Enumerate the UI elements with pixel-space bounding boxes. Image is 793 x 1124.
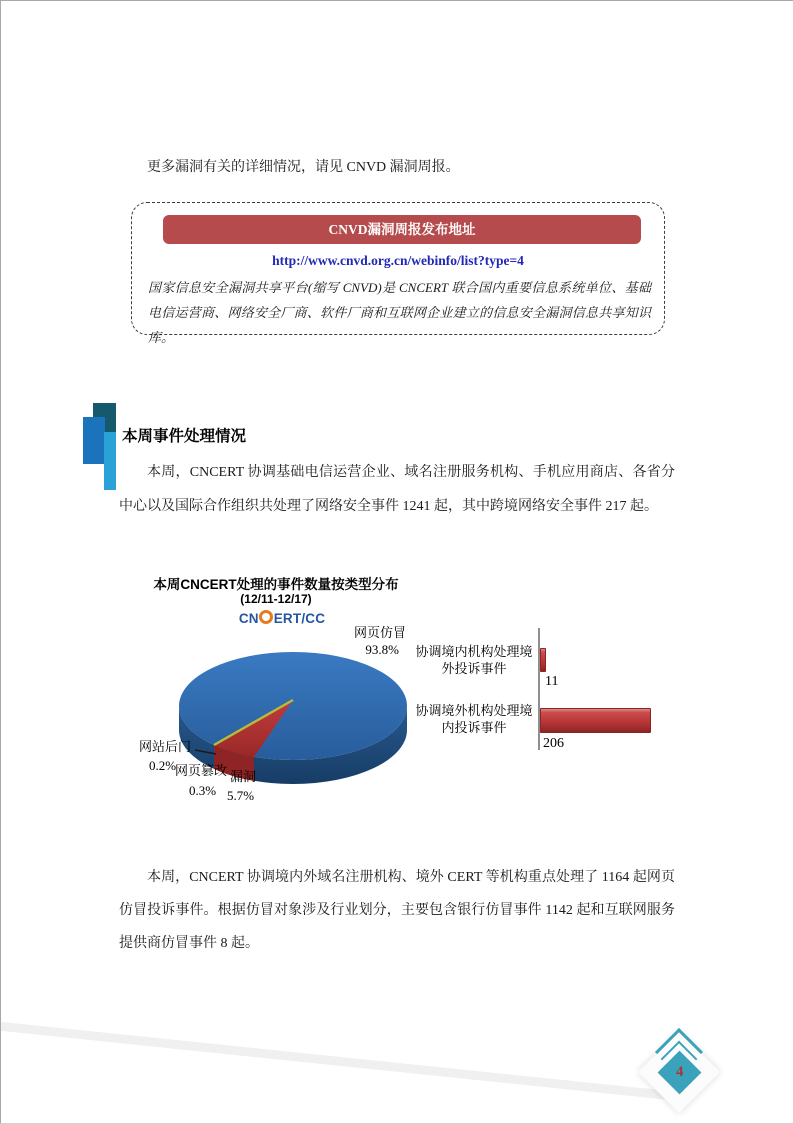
intro-text: 更多漏洞有关的详细情况，请见 CNVD 漏洞周报。 [147,160,460,175]
cnvd-link[interactable]: http://www.cnvd.org.cn/webinfo/list?type=4 [272,253,524,268]
cncert-logo-suffix: ERT/CC [273,611,326,626]
paragraph-phishing-summary: 本周，CNCERT 协调境内外域名注册机构、境外 CERT 等机构重点处理了 1164 起网页仿冒投诉事件。根据仿冒对象涉及行业划分，主要包含银行仿冒事件 1142 起和互联网服务提供商仿冒事件 8 起。 [119,870,675,951]
section-title: 本周事件处理情况 [122,428,247,445]
cncert-logo-prefix: CN [238,611,259,626]
pie-label-vulnerability: 漏洞 [230,769,257,784]
bar-overseas [540,708,651,733]
page-number: 4 [675,1064,684,1080]
pie-pct-phishing: 93.8% [365,642,399,657]
pie-pct-defacement: 0.3% [189,783,217,798]
pie-label-defacement: 网页篡改 [175,763,228,778]
pie-top-blue [179,652,407,760]
pie-label-backdoor: 网站后门 [139,739,192,754]
bar-value-domestic: 11 [545,674,559,689]
footer-diagonal-band [0,1021,665,1099]
header-accent-blue-square [83,417,105,464]
pie-label-phishing: 网页仿冒 [353,625,406,640]
paragraph-incident-summary: 本周，CNCERT 协调基础电信运营企业、域名注册服务机构、手机应用商店、各省分中心以及国际合作组织共处理了网络安全事件 1241 起，其中跨境网络安全事件 217 起。 [119,465,675,514]
chart-title: 本周CNCERT处理的事件数量按类型分布 [153,577,399,592]
bar-category-overseas: 协调境外机构处理境内投诉事件 [415,703,533,735]
bar-domestic [540,648,546,672]
cnvd-banner: CNVD漏洞周报发布地址 [163,215,641,244]
pie-pct-backdoor: 0.2% [149,758,177,773]
header-accent-light-square [104,432,116,490]
chart-subtitle: (12/11-12/17) [240,592,312,606]
bar-value-overseas: 206 [543,736,564,751]
cnvd-info-box [131,202,665,345]
cnvd-description: 国家信息安全漏洞共享平台(缩写 CNVD)是 CNCERT 联合国内重要信息系统单位、基础电信运营商、网络安全厂商、软件厂商和互联网企业建立的信息安全漏洞信息共享知识库。 [148,280,651,345]
pie-pct-vulnerability: 5.7% [227,788,255,803]
bar-category-domestic: 协调境内机构处理境外投诉事件 [415,644,533,676]
